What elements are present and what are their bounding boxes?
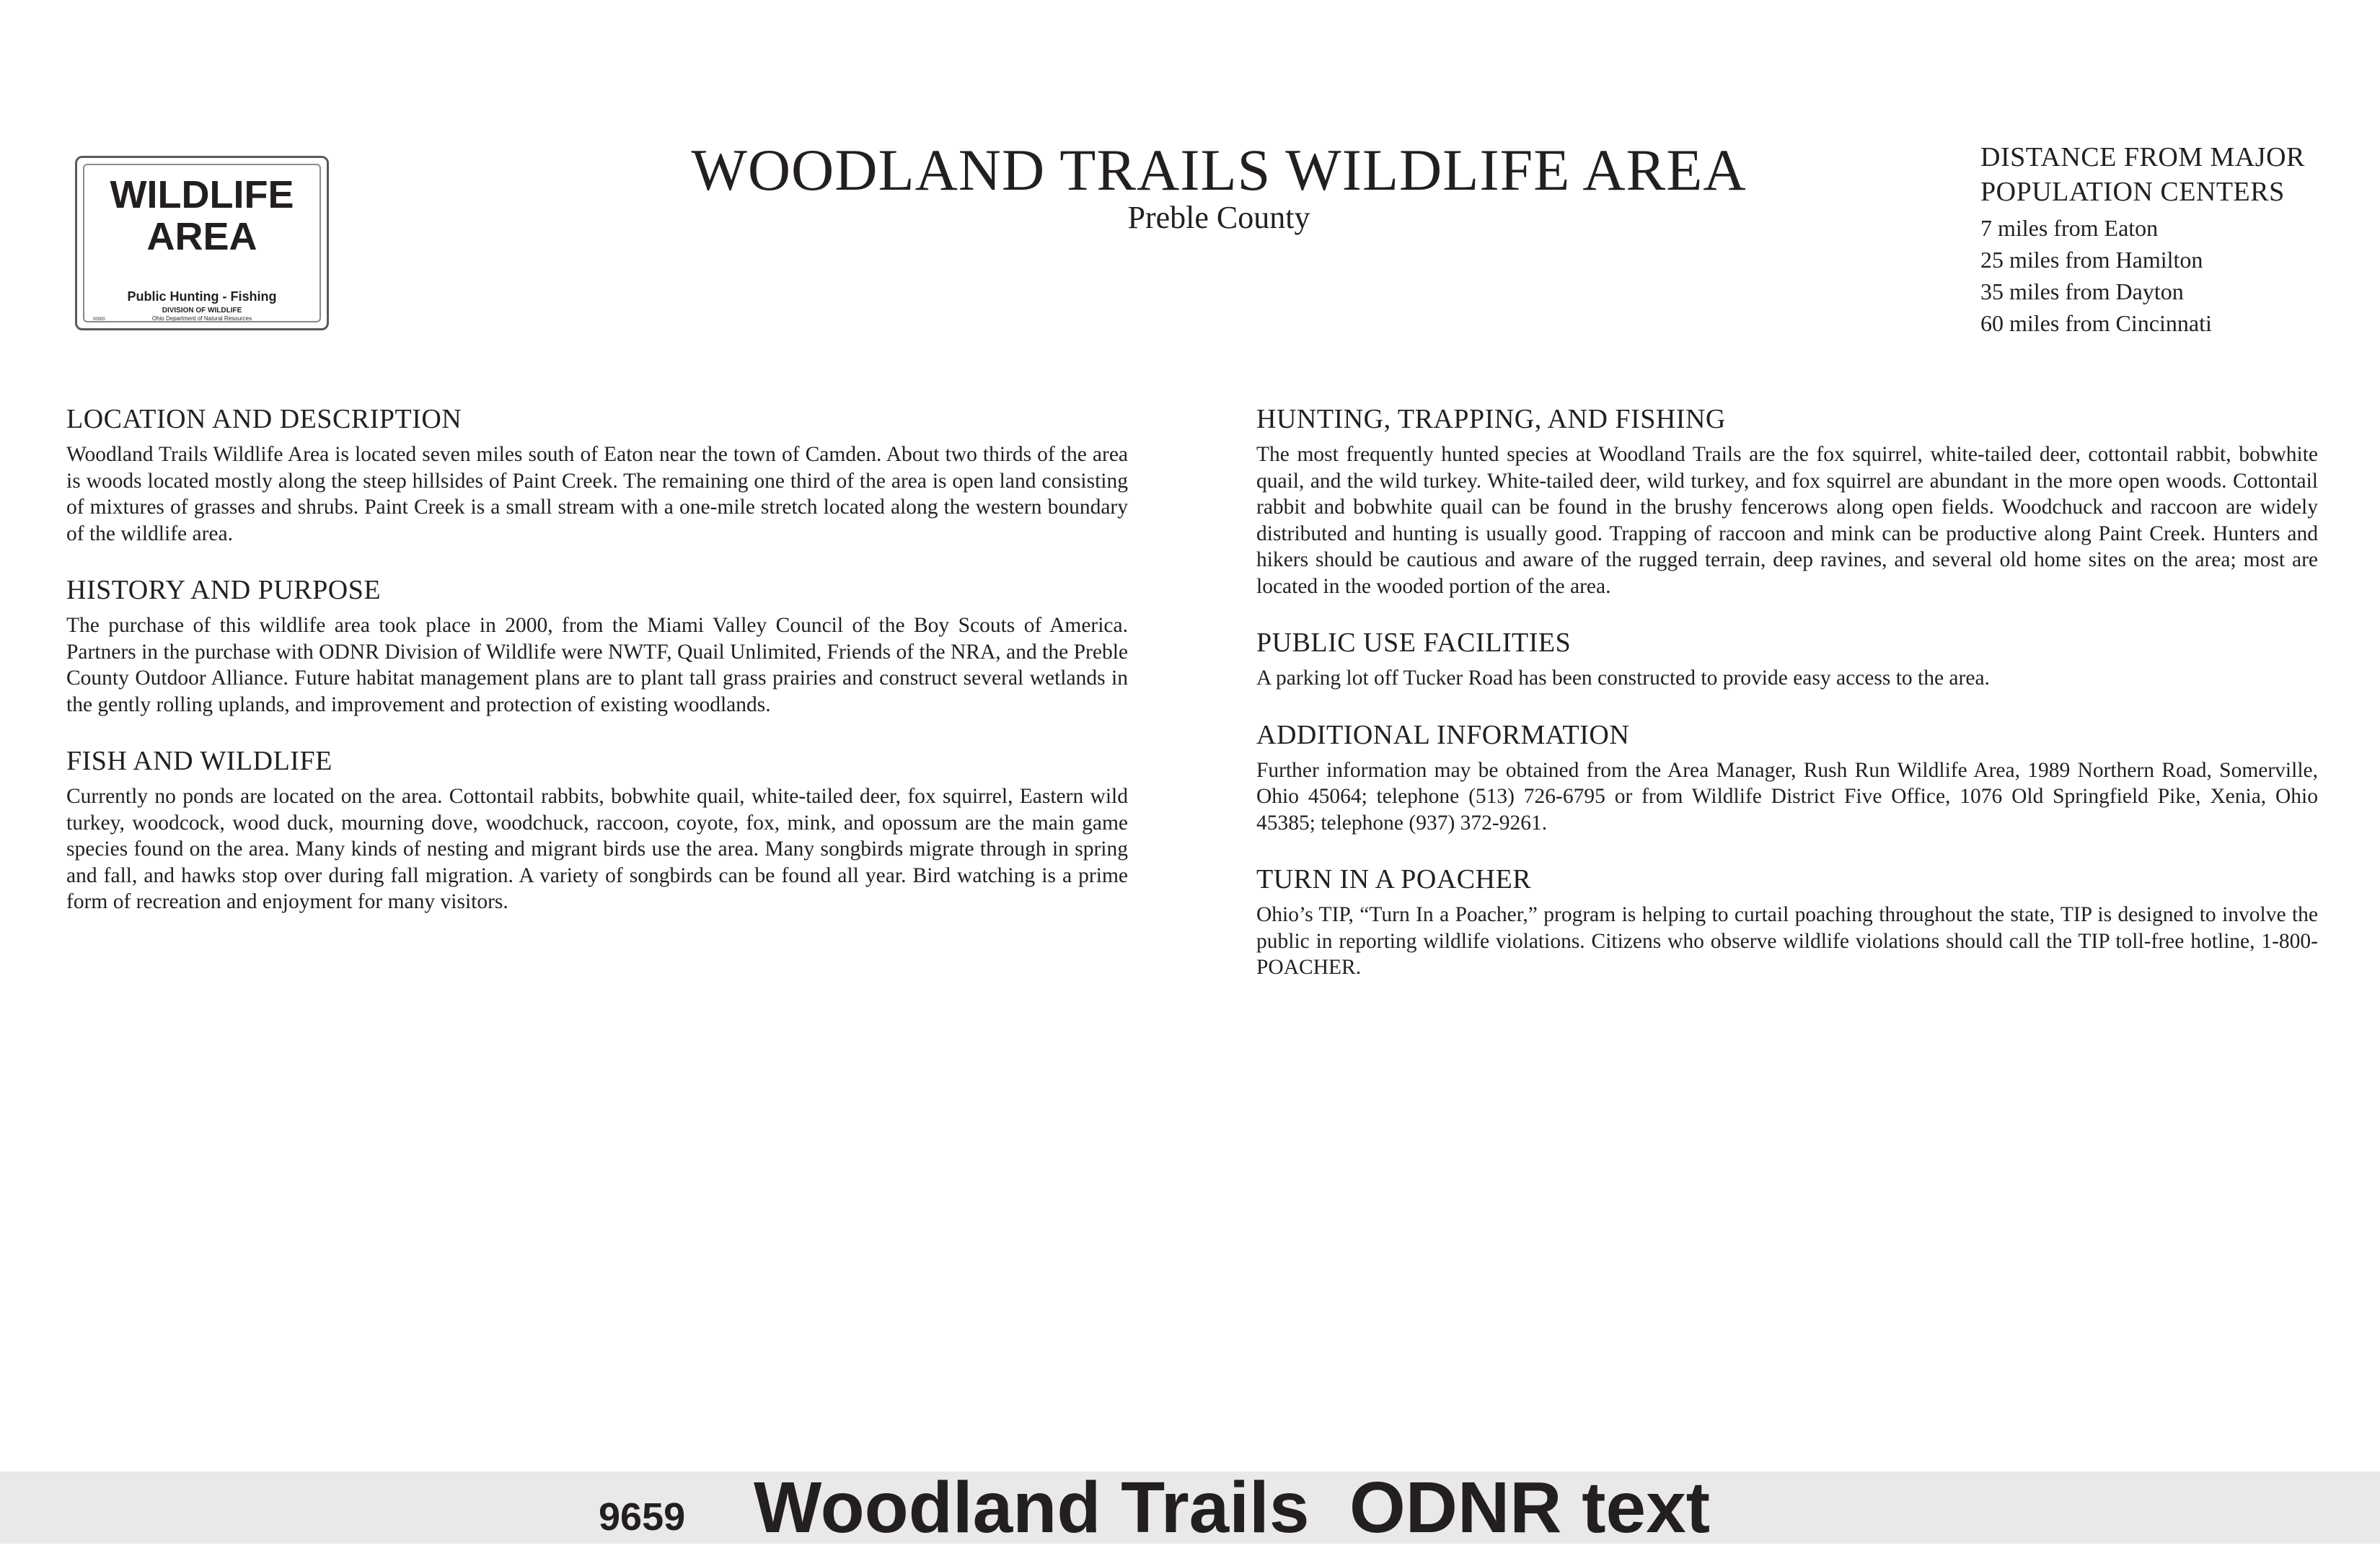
distance-item: 60 miles from Cincinnati [1980,310,2212,336]
section-body: Currently no ponds are located on the area. Cottontail rabbits, bobwhite quail, white-tailed deer, fox squirrel, Eastern wild turkey, woodcock, wood duck, mourning dove, woodchuck, raccoon, coyote, fox, mink, and opossum are the main game species found on the area. Many kinds of nesting and migrant birds use the area. Many songbirds migrate through in spring and fall, and hawks stop over during fall migration. A variety of songbirds can be found all year. Bird watching is a prime form of recreation and enjoyment for many visitors. [66,785,1128,913]
section-heading: HISTORY AND PURPOSE [66,575,382,605]
section-heading: LOCATION AND DESCRIPTION [66,404,462,434]
section-heading: TURN IN A POACHER [1256,864,1532,894]
sign-division: DIVISION OF WILDLIFE [162,307,242,315]
section-additional-info [1256,717,2318,837]
right-column [1256,401,2318,981]
page-title: WOODLAND TRAILS WILDLIFE AREA [691,137,1747,203]
section-facilities [1256,625,2318,692]
section-heading: FISH AND WILDLIFE [66,746,332,776]
distance-item: 7 miles from Eaton [1980,215,2159,241]
section-poacher [1256,861,2318,981]
wildlife-area-sign [75,156,329,330]
section-fish-wildlife [66,743,1128,915]
distance-heading: DISTANCE FROM MAJOR POPULATION CENTERS [1980,142,2305,207]
section-location [66,401,1128,547]
section-heading: ADDITIONAL INFORMATION [1256,719,1630,750]
sign-code: 00000 [93,317,105,322]
section-body: Further information may be obtained from the Area Manager, Rush Run Wildlife Area, 1989 Northern Road, Somerville, Ohio 45064; telephone (513) 726-6795 or from Wildlife District Five Office, 1076 Old Springfield Pike, Xenia, Ohio 45385; telephone (937) 372-9261. [1256,758,2318,835]
section-body: The purchase of this wildlife area took place in 2000, from the Miami Valley Council of the Boy Scouts of America. Partners in the purchase with ODNR Division of Wildlife were NWTF, Quail Unlimited, Friends of the NRA, and the Preble County Outdoor Alliance. Future habitat management plans are to plant tall grass prairies and construct several wetlands in the gently rolling uplands, and improvement and protection of existing woodlands. [66,614,1128,716]
section-body: A parking lot off Tucker Road has been constructed to provide easy access to the area. [1256,667,1990,690]
footer-title: Woodland Trails ODNR text [754,1467,1711,1548]
section-body: The most frequently hunted species at Woodland Trails are the fox squirrel, white-tailed deer, cottontail rabbit, bobwhite quail, and the wild turkey. White-tailed deer, wild turkey, and fox squirrel are abundant in the more open woods. Cottontail rabbit and bobwhite quail can be found in the brushy fencerows along open fields. Woodchuck and raccoon are widely distributed and hunting is usually good. Trapping of raccoon and mink can be productive along Paint Creek. Hunters and hikers should be cautious and aware of the rugged terrain, deep ravines, and several old home sites on the area; most are located in the wooded portion of the area. [1256,443,2318,598]
distance-item: 35 miles from Dayton [1980,278,2184,304]
footer-bar [0,1467,2380,1548]
section-body: Woodland Trails Wildlife Area is located seven miles south of Eaton near the town of Camden. About two thirds of the area is woods located mostly along the steep hillsides of Paint Creek. The remaining one third of the area is open land consisting of mixtures of grasses and shrubs. Paint Creek is a small stream with a one-mile stretch located along the western boundary of the wildlife area. [66,443,1128,545]
distance-panel [1980,140,2355,339]
section-hunting [1256,401,2318,599]
footer-number: 9659 [599,1495,686,1539]
sign-subtitle: Public Hunting - Fishing [127,289,277,304]
left-column [66,401,1128,915]
sign-title: WILDLIFE AREA [110,173,294,258]
section-history [66,572,1128,718]
distance-item: 25 miles from Hamilton [1980,247,2203,273]
sign-department: Ohio Department of Natural Resources [151,315,252,322]
section-heading: PUBLIC USE FACILITIES [1256,628,1572,658]
section-body: Ohio’s TIP, “Turn In a Poacher,” program is helping to curtail poaching throughout the state, TIP is designed to involve the public in reporting wildlife violations. Citizens who observe wildlife violations should call the TIP toll-free hotline, 1-800-POACHER. [1256,903,2318,979]
county-subtitle: Preble County [1127,200,1310,235]
distance-list [1980,212,2355,339]
section-heading: HUNTING, TRAPPING, AND FISHING [1256,404,1726,434]
